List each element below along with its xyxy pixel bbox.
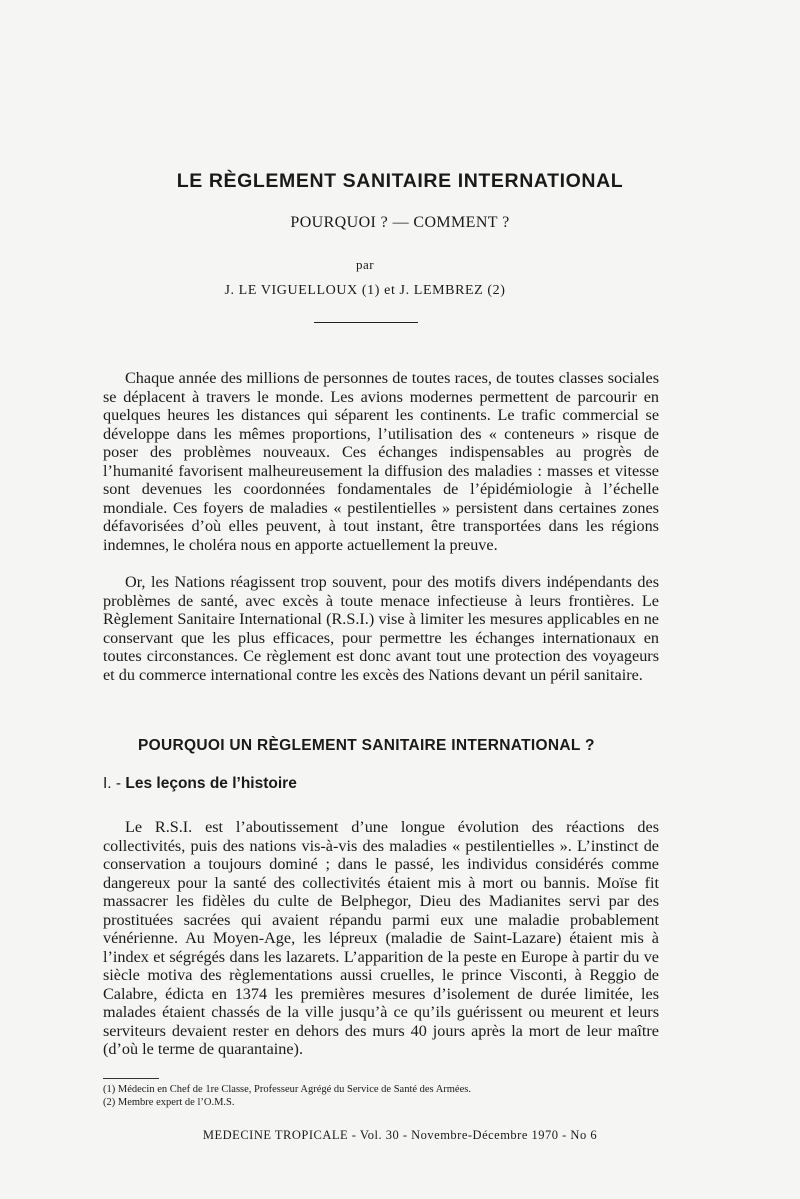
article-subtitle: POURQUOI ? — COMMENT ? bbox=[290, 214, 510, 231]
paragraph-text: Or, les Nations réagissent trop souvent, pour des motifs divers indépendants des problèmes de santé, avec excès à toute menace infectieuse à leurs frontières. Le Règlement Sanitaire International (R.S.I.) vise à limiter les mesures applicables en ne conservant que les plus efficaces, pour permettre les échanges internationaux en toutes circonstances. Ce règlement est donc avant tout une protection des voyageurs et du commerce international contre les excès des Nations devant un péril sanitaire. bbox=[103, 573, 659, 684]
subsection-heading bbox=[103, 775, 297, 793]
journal-footer: MEDECINE TROPICALE - Vol. 30 - Novembre-Décembre 1970 - No 6 bbox=[202, 1128, 598, 1142]
intro-paragraph-1 bbox=[103, 369, 659, 554]
footnotes bbox=[103, 1084, 663, 1109]
history-paragraph bbox=[103, 818, 659, 1059]
footnote-2: (2) Membre expert de l’O.M.S. bbox=[103, 1096, 235, 1108]
paragraph-text: Chaque année des millions de personnes de toutes races, de toutes classes sociales se déplacent à travers le monde. Les avions modernes permettent de parcourir en quelques heures les distances qui séparent les continents. Le trafic commercial se développe dans les mêmes proportions, l’utilisation des « conteneurs » risque de poser des problèmes nouveaux. Ces échanges indispensables au progrès de l’humanité favorisent malheureusement la diffusion des maladies : masses et vitesse sont devenues les coordonnées fondamentales de l’épidémiologie à l’échelle mondiale. Ces foyers de maladies « pestilentielles » persistent dans certaines zones défavorisées d’où elles peuvent, à tout instant, être transportées dans les régions indemnes, le choléra nous en apporte actuellement la preuve. bbox=[103, 369, 659, 554]
subsection-number: I. - bbox=[103, 775, 122, 792]
article-title: LE RÈGLEMENT SANITAIRE INTERNATIONAL bbox=[176, 170, 624, 192]
intro-paragraph-2 bbox=[103, 573, 659, 684]
footnote-divider bbox=[103, 1078, 159, 1079]
byline-par: par bbox=[355, 257, 375, 272]
article-authors: J. LE VIGUELLOUX (1) et J. LEMBREZ (2) bbox=[224, 283, 506, 298]
title-divider bbox=[314, 322, 418, 323]
footnote-1: (1) Médecin en Chef de 1re Classe, Professeur Agrégé du Service de Santé des Armées. bbox=[103, 1084, 471, 1095]
subsection-title: Les leçons de l’histoire bbox=[125, 775, 297, 792]
section-heading: POURQUOI UN RÈGLEMENT SANITAIRE INTERNATIONAL ? bbox=[138, 737, 595, 754]
paragraph-text: Le R.S.I. est l’aboutissement d’une longue évolution des réactions des collectivités, puis des nations vis-à-vis des maladies « pestilentielles ». L’instinct de conservation a toujours dominé ; dans le passé, les individus considérés comme dangereux pour la santé des collectivités étaient mis à mort ou bannis. Moïse fit massacrer les fidèles du culte de Belphegor, Dieu des Madianites servi par des prostituées sacrées qui avaient répandu parmi eux une maladie probablement vénérienne. Au Moyen-Age, les lépreux (maladie de Saint-Lazare) étaient mis à l’index et ségrégés dans les lazarets. L’apparition de la peste en Europe à partir du ve siècle motiva des règlementations aussi cruelles, le prince Visconti, à Reggio de Calabre, édicta en 1374 les premières mesures d’isolement de durée limitée, les malades étaient chassés de la ville jusqu’à ce qu’ils guérissent ou meurent et leurs serviteurs devaient rester en dehors des murs 40 jours après la mort de leur maître (d’où le terme de quarantaine). bbox=[103, 818, 659, 1058]
